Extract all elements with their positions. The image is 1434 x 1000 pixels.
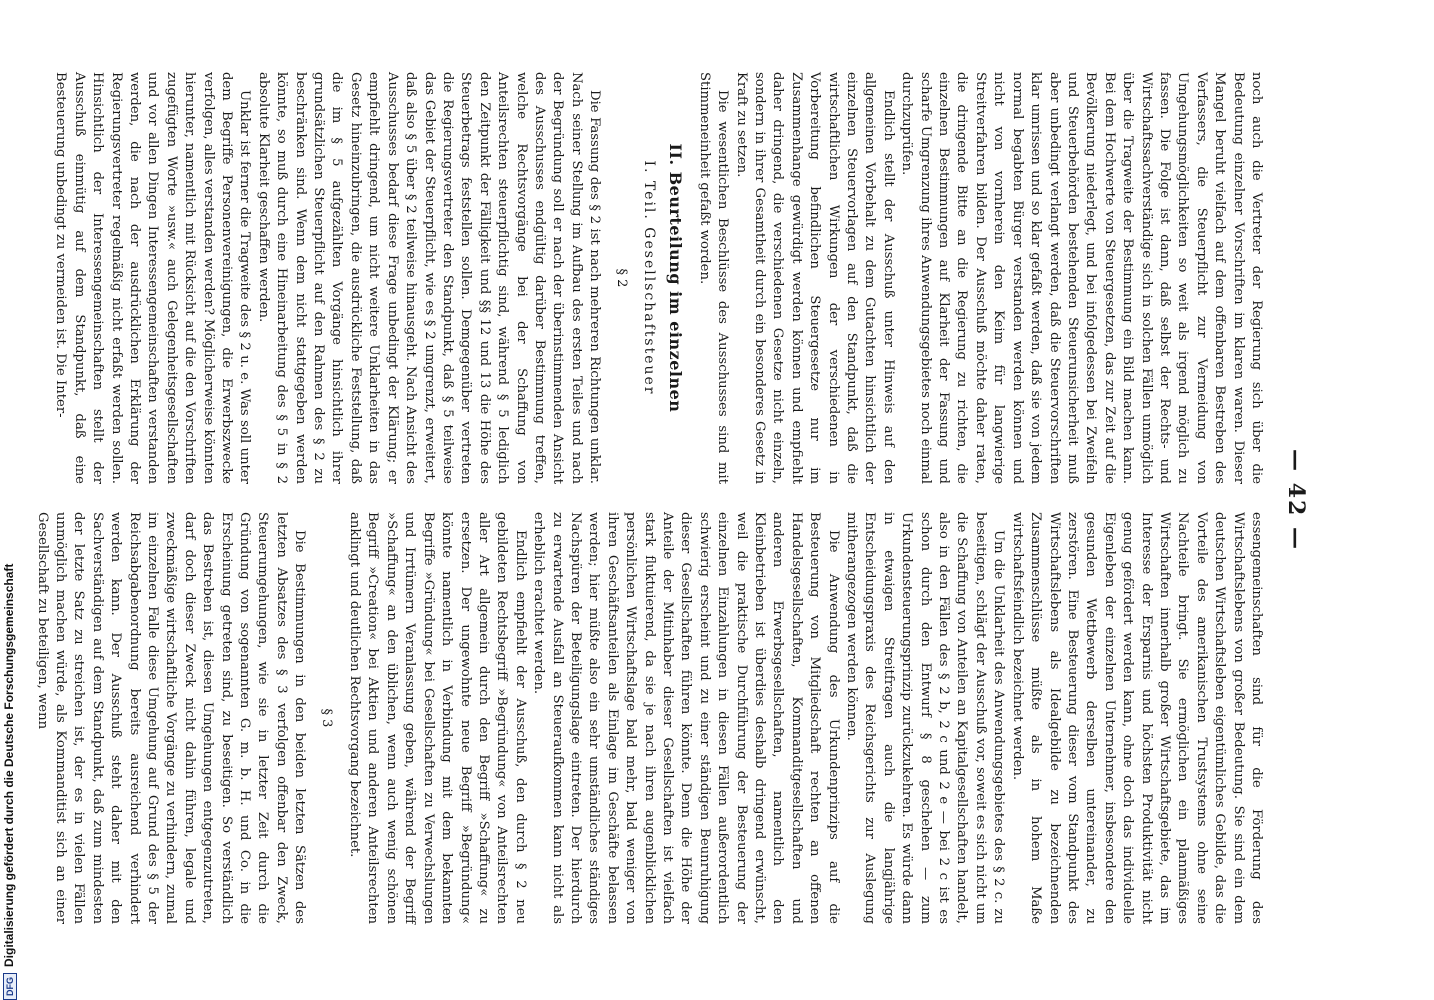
footer-credit <box>0 10 18 1000</box>
paragraph: Die Bestimmungen in den beiden letzten Sätzen des letzten Absatzes des § 3 verfolgen offenbar den Zweck, Steuerumgehungen, wie sie in letzter Zeit durch die Gründung von sogenannten G. m. b. H. und Co. in die Erscheinung getreten sind, zu beseitigen. So verständlich das Bestreben ist, diesen Umgehungen entgegenzutreten, darf doch dieser Zweck nicht dahin führen, legale und zweckmäßige wirtschaftliche Vorgänge zu verhindern, zumal im einzelnen Falle diese Umgehung auf Grund des § 5 der Reichsabgabenordnung bereits ausreichend verhindert werden kann. Der Ausschuß steht daher mit den Sachverständigen auf dem Standpunkt, daß zum mindesten der letzte Satz zu streichen ist, der es in vielen Fällen unmöglich machen würde, als Kommanditist sich an einer Gesellschaft zu beteiligen, wenn <box>34 512 308 924</box>
paragraph: essengemeinschaften sind für die Förderung des Wirtschaftslebens von großer Bedeutung. Sie sind ein dem deutschen Wirtschaftsleben eigentümliches Gebilde, das die Vorteile des amerikanischen Trustsystems ohne seine Nachteile bringt. Sie ermöglichen ein planmäßiges Wirtschaften innerhalb großer Wirtschaftsgebiete, das im Interesse der Ersparnis und höchsten Produktivität nicht genug gefördert werden kann, ohne doch das individuelle Eigenleben der einzelnen Unternehmer, insbesondere den gesunden Wettbewerb derselben untereinander, zu zerstören. Eine Besteuerung dieser vom Standpunkt des Wirtschaftslebens als Idealgebilde zu bezeichnenden Zusammenschlüsse müßte als in hohem Maße wirtschaftsfeindlich bezeichnet werden. <box>1009 512 1264 924</box>
footer-text: Digitalisierung gefördert durch die Deutsche Forschungsgemeinschaft <box>2 563 16 967</box>
part-heading: I. Teil. Gesellschaftsteuer <box>641 160 657 396</box>
page-number: — 42 — <box>1283 449 1309 551</box>
paragraph-heading: § 2 <box>613 268 629 288</box>
paragraph: Endlich stellt der Ausschuß unter Hinweis auf den allgemeinen Vorbehalt zu dem Gutachten hinsichtlich der einzelnen Steuervorlagen auf den Standpunkt, daß die wirtschaftlichen Wirkungen der verschiedenen in Vorbereitung befindlichen Steuergesetze nur im Zusammenhange gewürdigt werden können und empfiehlt daher dringend, die verschiedenen Gesetze nicht einzeln, sondern in ihrer Gesamtheit durch ein besonderes Gesetz in Kraft zu setzen. <box>733 72 896 484</box>
right-column <box>32 512 1265 924</box>
paragraph: Die Fassung des § 2 ist nach mehreren Richtungen unklar. Nach seiner Stellung im Aufbau des ersten Teiles und nach der Begründung soll er nach der überinstimmenden Ansicht des Ausschusses endgültig darüber Bestimmung treffen, welche Rechtsvorgänge bei der Schaffung von Anteilsrechten steuerpflichtig sind, während § 5 lediglich den Zeitpunkt der Fälligkeit und §§ 12 und 13 die Höhe des Steuerbetrags feststellen sollen. Demgegenüber vertreten die Regierungsvertreter den Standpunkt, daß § 5 teilweise das Gebiet der Steuerpflicht, wie es § 2 umgrenzt, erweitert, daß also § 5 über § 2 teilweise hinausgeht. Nach Ansicht des Ausschusses bedarf diese Frage unbedingt der Klärung; er empfiehlt dringend, um nicht weitere Unklarheiten in das Gesetz hineinzubringen, die ausdrückliche Feststellung, daß die im § 5 aufgezählten Vorgänge hinsichtlich ihrer grundsätzlichen Steuerpflicht auf den Rahmen des § 2 zu beschränken sind. Wenn dem nicht stattgegeben werden könnte, so muß durch eine Hineinarbeitung des § 5 in § 2 absolute Klarheit geschaffen werden. <box>255 72 603 484</box>
paragraph: noch auch die Vertreter der Regierung sich über die Bedeutung einzelner Vorschriften im klaren waren. Dieser Mangel beruht vielfach auf dem offenbaren Bestreben des Verfassers, die Steuerpflicht zur Vermeidung von Umgehungsmöglichkeiten so weit als irgend möglich zu fassen. Die Folge ist dann, daß selbst der Rechts- und Wirtschaftssachverständige sich in solchen Fällen unmöglich über die Tragweite der Bestimmung ein Bild machen kann. Bei dem Hochwerte von Steuergesetzen, das zur Zeit auf die Bevölkerung niederlegt, und bei infolgedessen bei Zweifeln und Steuerbehörden bestehenden Steuerunsicherheit muß aber unbedingt verlangt werden, daß die Steuervorschriften klar umrissen und so klar gefaßt werden, daß sie von jedem normal begabten Bürger verstanden werden können und nicht von vornherein den Keim für langwierige Streitverfahren bilden. Der Ausschuß möchte daher raten, die dringende Bitte an die Regierung zu richten, die einzelnen Bestimmungen auf Klarheit der Fassung und scharfe Umgrenzung ihres Anwendungsgebietes noch einmal durchzuprüfen. <box>899 72 1264 484</box>
section-heading: II. Beurteilung im einzelnen <box>666 143 686 413</box>
paragraph: Die Anwendung des Urkundenprinzips auf die Besteuerung von Mitgliedschaft rechten an offenen Handelsgesellschaften, Kommanditgesellschaften und anderen Erwerbsgesellschaften, namentlich den Kleinbetrieben ist überdies deshalb dringend erwünscht, weil die praktische Durchführung der Besteuerung der einzelnen Einzahlungen in diesen Fällen außerordentlich schwierig erscheint und zu einer ständigen Beunruhigung dieser Gesellschaften führen könnte. Denn die Höhe der Anteile der Mitinhaber dieser Gesellschaften ist vielfach stark fluktuierend, da sie je nach ihren augenblicklichen persönlichen Wirtschaftslage bald mehr, bald weniger von ihren Geschäftsanteilen als Einlage im Geschäfte belassen werden; hier müßte also ein sehr umständliches ständiges Nachspüren der Beteiligungslage eintreten. Der hierdurch zu erwartende Ausfall an Steueraufkommen kann nicht als erheblich erachtet werden. <box>531 512 841 924</box>
digitization-footer <box>0 0 18 1000</box>
paragraph: Endlich empfiehlt der Ausschuß, den durch § 2 neu gebildeten Rechtsbegriff »Begründung« von Anteilsrechten aller Art allgemein durch den Begriff »Schaffung« zu ersetzen. Der ungewohnte neue Begriff »Begründung« könnte namentlich in Verbindung mit dem bekannten Begriffe »Gründung« bei Gesellschaften zu Verwechslungen und Irrtümern Veranlassung geben, während der Begriff »Schaffung« an den üblichen, wenn auch wenig schönen Begriff »Creation« bei Aktien und anderen Anteilsrechten anklingt und deutlichen Rechtsvorgang bezeichnet. <box>347 512 528 924</box>
paragraph: Unklar ist ferner die Tragweite des § 2 u. e. Was soll unter dem Begriffe Personenvereinigungen, die Erwerbszwecke verfolgen, alles verstanden werden? Möglicherweise könnten hierunter, namentlich mit Rücksicht auf die den Vorschriften zugefügten Worte »usw.« auch Gelegenheitsgesellschaften und vor allen Dingen Interessengemeinschaften verstanden werden, die nach der ausdrücklichen Erklärung der Regierungsvertreter regelmäßig nicht erfaßt werden sollen. Hinsichtlich der Interessengemeinschaften stellt der Ausschuß einmütig auf dem Standpunkt, daß eine Besteuerung unbedingt zu vermeiden ist. Die Inter- <box>53 72 253 484</box>
paragraph-heading: § 3 <box>318 708 334 728</box>
paragraph: Die wesentlichen Beschlüsse des Ausschusses sind mit Stimmeneinheit gefaßt worden. <box>696 72 731 484</box>
dfg-logo-icon: DFG <box>3 973 17 1000</box>
left-column <box>51 72 1265 484</box>
paragraph: Um die Unklarheit des Anwendungsgebietes des § 2 c. zu beseitigen, schlägt der Ausschuß vor, soweit es sich nicht um die Schaffung von Anteilen an Kapitalgesellschaften handelt, also in den Fällen des § 2 b, 2 c und 2 e — bei 2 c ist es schon durch den Entwurf § 8 geschehen — zum Urkundensteuerungsprinzip zurückzukehren. Es würde dann in etwaigen Streitfragen auch die langjährige Entscheidungspraxis des Reichsgerichts zur Auslegung mitherangezogen werden können. <box>844 512 1007 924</box>
